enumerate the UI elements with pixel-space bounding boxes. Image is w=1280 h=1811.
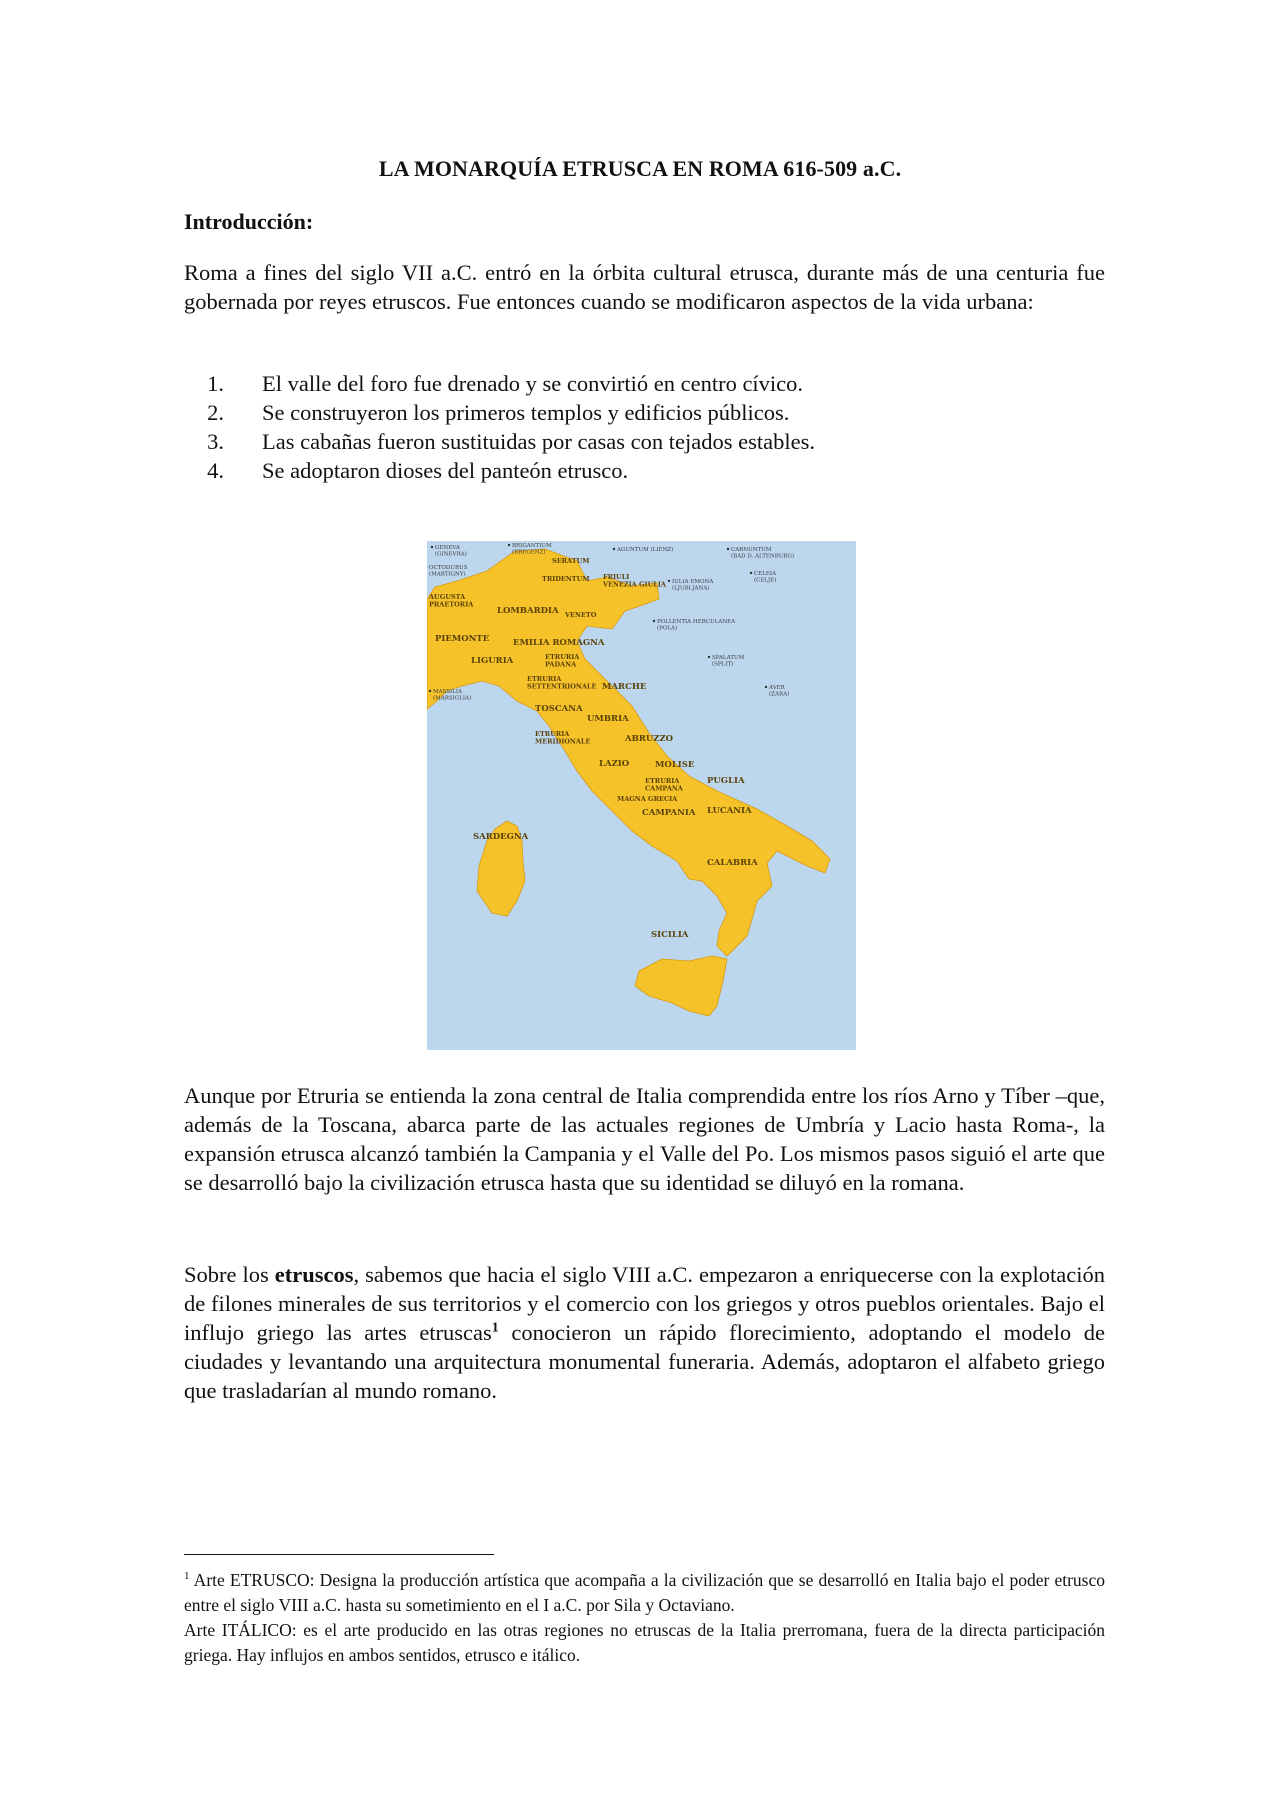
list-text: Se adoptaron dioses del panteón etrusco. <box>262 458 629 483</box>
footnote-line: Arte ITÁLICO: es el arte producido en las otras regiones no etruscas de la Italia prerromana, fuera de la directa participación griega. Hay influjos en ambos sentidos, etrusco e itálico. <box>184 1620 1105 1665</box>
map-region-label: PIEMONTE <box>435 634 490 644</box>
map-city-label: SPALATUM (SPLIT) <box>712 655 745 668</box>
map-region-label: SERATUM <box>552 557 590 565</box>
city-dot <box>765 686 767 688</box>
map-region-label: TOSCANA <box>535 704 583 714</box>
list-item <box>184 398 815 427</box>
map-region-label: UMBRIA <box>587 714 629 724</box>
map-region-label: MAGNA GRECIA <box>617 795 678 803</box>
map-region-label: ETRURIA MERIDIONALE <box>535 730 591 746</box>
list-item <box>184 369 815 398</box>
map-region-label: VENETO <box>565 611 597 619</box>
map-region-label: AUGUSTA PRAETORIA <box>429 593 474 609</box>
text-run: , sabemos que hacia el siglo VIII a.C. empezaron a enriquecerse con la explotación de filones minerales de sus territorios y el comercio con los griegos y otros pueblos orientales. Bajo el influjo griego las artes etruscas <box>184 1262 1105 1345</box>
footnote <box>184 1568 1105 1668</box>
italy-regions-map <box>427 541 856 1050</box>
etruscans-paragraph <box>184 1260 1105 1405</box>
list-text: Se construyeron los primeros templos y edificios públicos. <box>262 400 790 425</box>
map-region-label: MARCHE <box>602 682 647 692</box>
map-region-label: FRIULI VENEZIA GIULIA <box>603 573 666 589</box>
map-city-label: AGUNTUM (LIENZ) <box>617 547 674 553</box>
list-number: 1. <box>207 371 224 396</box>
intro-paragraph: Roma a fines del siglo VII a.C. entró en la órbita cultural etrusca, durante más de una centuria fue gobernada por reyes etruscos. Fue entonces cuando se modificaron aspectos de la vida urbana: <box>184 260 1105 314</box>
list-number: 3. <box>207 429 224 454</box>
map-city-label: POLLENTIA HERCULANEA (POLA) <box>657 619 736 632</box>
list-text: Las cabañas fueron sustituidas por casas con tejados estables. <box>262 429 815 454</box>
footnote-line <box>184 1568 1105 1618</box>
map-region-label: PUGLIA <box>707 776 745 786</box>
map-region-label: LUCANIA <box>707 806 752 816</box>
etruria-paragraph: Aunque por Etruria se entienda la zona central de Italia comprendida entre los ríos Arno y Tíber –que, además de la Toscana, abarca parte de las actuales regiones de Umbría y Lacio hasta Roma-, la expansión etrusca alcanzó también la Campania y el Valle del Po. Los mismos pasos siguió el arte que se desarrolló bajo la civilización etrusca hasta que su identidad se diluyó en la romana. <box>184 1083 1105 1195</box>
map-region-label: ABRUZZO <box>625 734 674 744</box>
city-dot <box>429 690 431 692</box>
list-text: El valle del foro fue drenado y se convirtió en centro cívico. <box>262 371 804 396</box>
map-city-label: MASSILIA (MARSIGLIA) <box>433 689 472 702</box>
city-dot <box>431 546 433 548</box>
map-region-label: ETRURIA CAMPANA <box>645 777 683 793</box>
map-region-label: ETRURIA PADANA <box>545 653 580 669</box>
list-item <box>184 427 815 456</box>
urban-changes-list <box>184 369 815 485</box>
map-city-label: AVER (ZARA) <box>769 685 790 698</box>
footnote-marker: 1 <box>184 1570 190 1583</box>
map-region-label: EMILIA ROMAGNA <box>513 638 605 648</box>
map-region-label: LIGURIA <box>471 656 514 666</box>
list-number: 2. <box>207 400 224 425</box>
document-title: LA MONARQUÍA ETRUSCA EN ROMA 616-509 a.C. <box>378 156 902 181</box>
map-region-label: SICILIA <box>651 930 689 940</box>
map-region-label: LAZIO <box>599 759 630 769</box>
text-run: conocieron un rápido florecimiento, adoptando el modelo de ciudades y levantando una arquitectura monumental funeraria. Además, adoptaron el alfabeto griego que trasladarían al mundo romano. <box>184 1320 1105 1403</box>
city-dot <box>613 548 615 550</box>
section-heading: Introducción: <box>184 209 314 234</box>
map-region-label: TRIDENTUM <box>542 575 590 583</box>
city-dot <box>708 656 710 658</box>
map-region-label: CAMPANIA <box>642 808 696 818</box>
city-dot <box>668 580 670 582</box>
text-run: Sobre los <box>184 1262 275 1287</box>
map-city-label: IULIA EMONA (LJUBLJANA) <box>672 579 714 592</box>
map-region-label: SARDEGNA <box>473 832 529 842</box>
city-dot <box>750 572 752 574</box>
map-region-label: LOMBARDIA <box>497 606 559 616</box>
map-city-label: GENEVA (GINEVRA) <box>435 545 467 558</box>
footnote-reference[interactable]: 1 <box>491 1320 499 1336</box>
map-region-label: ETRURIA SETTENTRIONALE <box>527 675 597 691</box>
bold-term: etruscos <box>274 1262 354 1287</box>
list-number: 4. <box>207 458 224 483</box>
city-dot <box>653 620 655 622</box>
list-item <box>184 456 815 485</box>
footnote-separator <box>184 1554 494 1555</box>
map-city-label: OCTODURUS (MARTIGNY) <box>429 565 468 578</box>
city-dot <box>508 544 510 546</box>
map-region-label: CALABRIA <box>707 858 758 868</box>
map-city-label: BRIGANTIUM (BREGENZ) <box>512 543 552 556</box>
map-region-label: MOLISE <box>655 760 695 770</box>
map-city-label: CARNUNTUM (BAD D. ALTENBURG) <box>731 547 795 560</box>
city-dot <box>727 548 729 550</box>
footnote-text: Arte ETRUSCO: Designa la producción artística que acompaña a la civilización que se desarrolló en Italia bajo el poder etrusco entre el siglo VIII a.C. hasta su sometimiento en el I a.C. por Sila y Octaviano. <box>184 1570 1105 1615</box>
map-city-label: CELEIA (CELJE) <box>754 571 777 584</box>
